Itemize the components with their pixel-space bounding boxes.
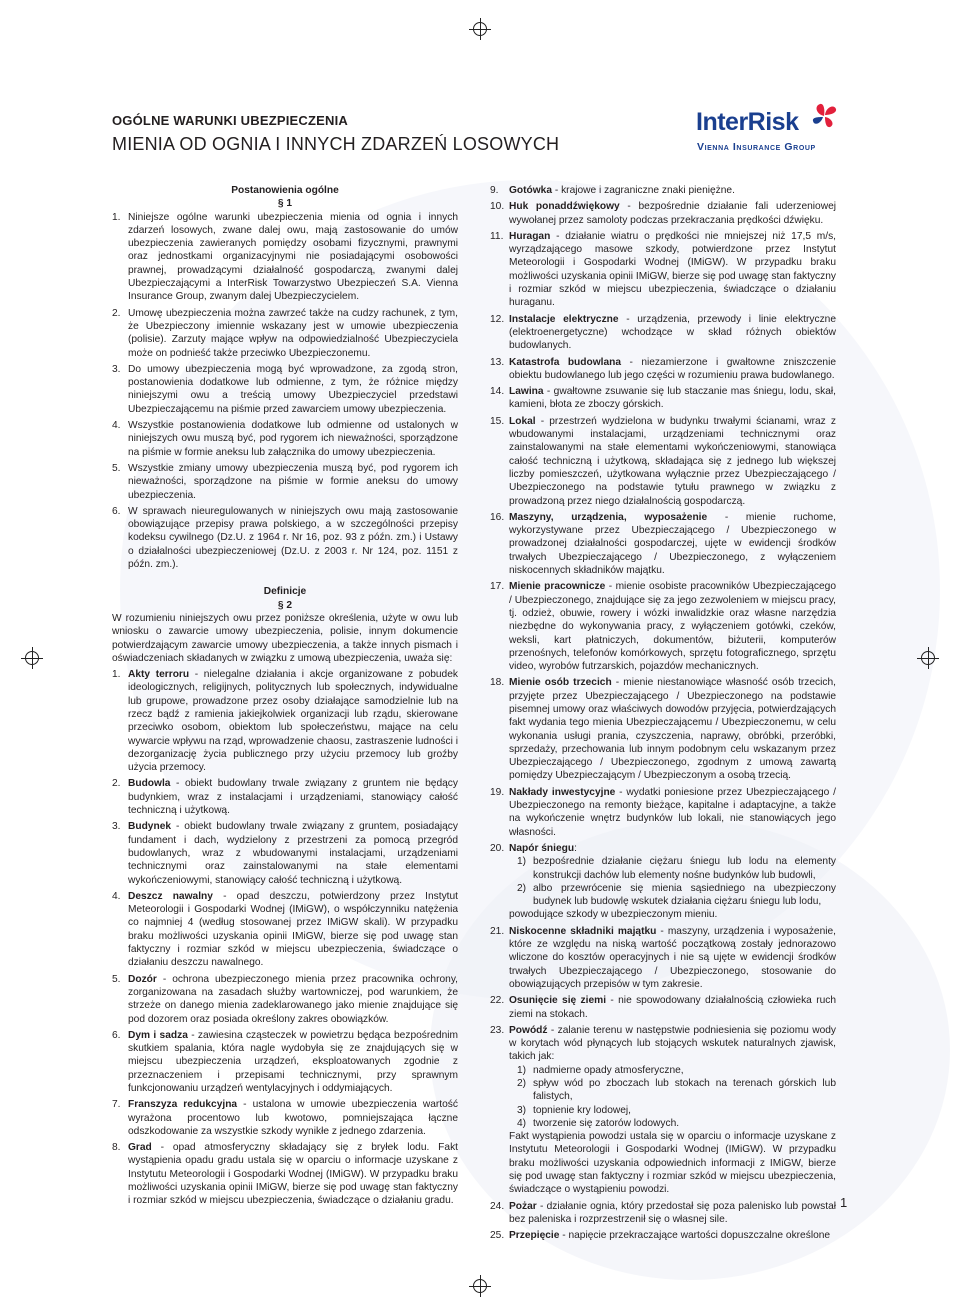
definition-text: - przestrzeń wydzielona w budynku trwałymi ścianami, wraz z wbudowanymi instalacjami, urządzeniami technicznymi oraz zainstalowanymi na stałe elementami wykończeniowymi, stanowiąca całość techniczną i użytkową, składająca się z jednego lub większej liczby pomieszczeń, użytkowana wyłącznie przez Ubezpieczającego / Ubezpieczonego na podstawie tytułu prawnego w związku z prowadzoną przez niego działalnością gospodarczą. xyxy=(509,415,836,507)
heading-definitions: Definicje xyxy=(263,586,307,598)
definition-text: - ustalona w umowie ubezpieczenia wartość wyrażona procentowo lub kwotowo, pomniejszająca łączne odszkodowanie za wszystkie szkody wynikłe z jednego zdarzenia. xyxy=(128,1099,458,1137)
item-number: 16. xyxy=(490,511,505,523)
item-number: 1. xyxy=(112,211,121,223)
definition-text: - mienie niestanowiące własność osób trzecich, przyjęte przez Ubezpieczającego / Ubezpieczonego na podstawie pisemnej umowy oraz właściwych dowodów przyjęcia, potwierdzających fakt wydania tego mienia Ubezpieczającemu / Ubezpieczonemu, w celu wykonania usługi prania, czyszczenia, naprawy, obróbki, przeróbki, sprzedaży, przechowania lub innym podobnym celu wskazanym przez Ubezpieczającego / Ubezpieczonego, zgodnym z umową zawartą pomiędzy Ubezpieczającym / Ubezpieczonym a osobą trzecią. xyxy=(509,677,836,782)
definition-text: - nie spowodowany działalnością człowieka ruch ziemi na stokach. xyxy=(509,995,837,1020)
definition-term: Dym i sadza xyxy=(128,1029,188,1041)
definition-text: - gwałtowne zsuwanie się lub staczanie mas śniegu, lodu, skał, kamieni, błota ze zboczy górskich. xyxy=(509,386,836,411)
sub-item xyxy=(509,855,836,882)
item-number: 15. xyxy=(490,415,505,427)
item-number: 22. xyxy=(490,995,505,1007)
document-supertitle: OGÓLNE WARUNKI UBEZPIECZENIA xyxy=(112,113,348,128)
item-number: 11. xyxy=(490,230,504,242)
definition-text: - bezpośrednie działanie fali uderzeniowej wywołanej przez samoloty podczas przekraczania prędkości dźwięku. xyxy=(509,201,836,226)
definition-term: Katastrofa budowlana xyxy=(509,356,622,368)
list-item xyxy=(490,786,836,839)
list-item xyxy=(112,419,458,459)
definition-term: Napór śniegu xyxy=(509,842,575,854)
definition-term: Powódź xyxy=(509,1024,548,1036)
sub-item-number: 2) xyxy=(517,1078,527,1089)
item-number: 17. xyxy=(490,581,505,593)
definition-text: - zawiesina cząsteczek w powietrzu będąca bezpośrednim skutkiem spalania, która nagle wydobyła się ze znajdujących się w miejscu ubezpieczenia urządzeń, eksploatowanych zgodnie z przeznaczeniem i przepisami technicznymi, przy sprawnym funkcjonowaniu urządzeń wentylacyjnych i oddymiających. xyxy=(128,1029,459,1094)
sub-item-text: topnienie kry lodowej, xyxy=(533,1104,631,1116)
sub-item-text: nadmierne opady atmosferyczne, xyxy=(533,1064,684,1076)
item-number: 8. xyxy=(112,1142,121,1154)
item-number: 6. xyxy=(112,505,121,517)
sub-item-text: spływ wód po zboczach lub stokach na terenach górskich lub falistych, xyxy=(533,1078,836,1103)
list-item xyxy=(112,1141,458,1207)
definition-term: Niskocenne składniki majątku xyxy=(509,925,657,937)
definition-term: Grad xyxy=(128,1142,152,1154)
definition-text: - mienie ruchome, wykorzystywane przez Ubezpieczającego / Ubezpieczonego w prowadzonej działalności gospodarczej, ujęte w ewidencji środków trwałych Ubezpieczającego / Ubezpieczonego, z wyłączeniem niskocennych składników majątku. xyxy=(509,511,836,577)
definition-text: - wydatki poniesione przez Ubezpieczającego / Ubezpieczonego na remonty bieżące, kapitalne i adaptacyjne, a także na wykończenie wnętrz budynków lub lokali, nie stanowiących jego własności. xyxy=(509,786,837,838)
logo-name: InterRisk xyxy=(696,108,799,136)
item-number: 3. xyxy=(112,363,121,375)
logo-flower-icon xyxy=(810,100,840,132)
list-item xyxy=(490,385,836,412)
interrisk-logo xyxy=(696,100,846,160)
definition-term: Gotówka xyxy=(509,185,553,196)
list-item xyxy=(112,1098,458,1138)
item-number: 21. xyxy=(490,925,505,937)
item-number: 2. xyxy=(112,307,121,319)
sub-item-text: tworzenie się zatorów lodowych. xyxy=(533,1117,680,1129)
item-number: 13. xyxy=(490,356,505,368)
list-item xyxy=(490,184,836,197)
sub-item xyxy=(509,1064,836,1077)
list-item xyxy=(490,1229,836,1242)
section-2: § 2 xyxy=(277,599,293,611)
registration-mark-left xyxy=(25,651,39,665)
definition-term: Akty terroru xyxy=(128,669,190,681)
item-number: 14. xyxy=(490,386,505,398)
item-number: 9. xyxy=(490,185,499,196)
definition-text: - ochrona ubezpieczonego mienia przez pracownika ochrony, zorganizowana na zasadach służby wartowniczej, pod warunkiem, że strzeże on danego mienia zadeklarowanego jako mienie znajdujące się pod dozorem oraz posiada określony zakres obowiązków. xyxy=(128,973,458,1025)
item-number: 6. xyxy=(112,1029,121,1041)
definition-term: Maszyny, urządzenia, wyposażenie xyxy=(509,511,708,523)
sub-item xyxy=(509,1077,836,1104)
item-number: 4. xyxy=(112,420,121,432)
definition-text: - obiekt budowlany trwale związany z gruntem, posiadający fundament i dach, wydzielony z przestrzeni za pomocą przegród budowlanych, wraz z wbudowanymi instalacjami, urządzeniami technicznymi oraz zainstalowanymi na stałe elementami wykończeniowymi, stanowiący całość techniczną i użytkową. xyxy=(128,821,458,886)
list-item xyxy=(112,211,458,304)
definition-text: : xyxy=(574,842,577,854)
sub-item-number: 2) xyxy=(517,882,527,894)
definition-term: Huk ponaddźwiękowy xyxy=(509,201,620,213)
definition-term: Nakłady inwestycyjne xyxy=(509,786,616,798)
list-item xyxy=(490,415,836,508)
document-title: MIENIA OD OGNIA I INNYCH ZDARZEŃ LOSOWYCH xyxy=(112,134,560,154)
list-item xyxy=(490,1200,836,1227)
left-column xyxy=(112,184,458,1211)
list-item xyxy=(490,676,836,782)
definition-term: Przepięcie xyxy=(509,1230,560,1242)
registration-mark-bottom xyxy=(473,1279,487,1293)
logo-subtitle: Vienna Insurance Group xyxy=(697,141,816,153)
definition-continuation: powodujące szkody w ubezpieczonym mieniu. xyxy=(509,909,718,921)
list-item xyxy=(490,511,836,577)
item-number: 18. xyxy=(490,677,505,689)
registration-mark-top xyxy=(473,22,487,36)
item-number: 25. xyxy=(490,1230,505,1242)
definition-term: Franszyza redukcyjna xyxy=(128,1099,238,1111)
list-item xyxy=(112,1029,458,1095)
list-item xyxy=(112,890,458,970)
item-number: 5. xyxy=(112,462,121,474)
item-text: Umowę ubezpieczenia można zawrzeć także na cudzy rachunek, z tym, że Ubezpieczony imiennie wskazany jest w umowie ubezpieczenia (polisie). Zarzuty mające wpływ na odpowiedzialność Ubezpieczyciela może on podnieść także przeciwko Ubezpieczonemu. xyxy=(128,307,458,359)
definition-term: Lokal xyxy=(509,415,536,427)
definition-text: - urządzenia, przewody i linie elektryczne (elektroenergetyczne) wchodzące w skład różnych obiektów budowlanych. xyxy=(509,313,836,352)
definition-text: - obiekt budowlany trwale związany z gruntem nie będący budynkiem, wraz z instalacjami i urządzeniami, stanowiący całość techniczną i użytkową. xyxy=(128,778,458,817)
definition-text: - napięcie przekraczające wartości dopuszczalne określone xyxy=(559,1230,831,1242)
definitions-intro: W rozumieniu niniejszych owu przez poniższe określenia, użyte w owu lub wniosku o zawarcie umowy ubezpieczenia, polisie, innym dokumencie potwierdzającym zawarcie umowy ubezpieczenia, a także innych pismach i oświadczeniach składanych w związku z umową ubezpieczenia, uważa się: xyxy=(112,612,458,664)
definition-text: - maszyny, urządzenia i wyposażenie, które ze względu na niską wartość początkową zostały jednorazowo wliczone do kosztów operacyjnych i nie są ujęte w ewidencji środków trwałych Ubezpieczającego / Ubezpieczonego, stosowanie do obowiązujących przepisów w tym zakresie. xyxy=(509,925,837,990)
item-number: 3. xyxy=(112,821,121,833)
list-item xyxy=(112,307,458,360)
definition-term: Osunięcie się ziemi xyxy=(509,995,607,1007)
definition-text: - działanie ognia, który przedostał się poza palenisko lub powstał bez paleniska i rozprzestrzenił się o własnej sile. xyxy=(509,1200,836,1225)
item-text: Niniejsze ogólne warunki ubezpieczenia mienia od ognia i innych zdarzeń losowych, zwane dalej owu, mają zastosowanie do umów ubezpieczenia zawieranych pomiędzy osobami fizycznymi, prawnymi oraz jednostkami organizacyjnymi nie posiadającymi osobowości prawnej, prowadzącymi działalność gospodarczą, zwanymi dalej Ubezpieczającymi a InterRisk Towarzystwo Ubezpieczeń S.A. Vienna Insurance Group, zwanym dalej Ubezpieczycielem. xyxy=(128,211,458,303)
item-text: Wszystkie zmiany umowy ubezpieczenia muszą być, pod rygorem ich nieważności, sporządzone na piśmie w formie aneksu do umowy ubezpieczenia. xyxy=(128,462,458,501)
item-number: 5. xyxy=(112,973,121,985)
definition-term: Budowla xyxy=(128,778,171,790)
item-number: 23. xyxy=(490,1024,505,1036)
right-column xyxy=(490,184,836,1246)
item-number: 12. xyxy=(490,313,505,325)
list-item xyxy=(490,842,836,922)
definition-term: Lawina xyxy=(509,386,544,398)
item-number: 24. xyxy=(490,1200,505,1212)
item-number: 4. xyxy=(112,890,121,902)
sub-item-text: bezpośrednie działanie ciężaru śniegu lub lodu na elementy konstrukcji dachów lub elementy nośne budynków lub budowli, xyxy=(533,856,836,881)
definition-text: - opad atmosferyczny składający się z bryłek lodu. Fakt wystąpienia opadu gradu ustala się w oparciu o informacje uzyskane z Instytutu Meteorologii i Gospodarki Wodnej (IMiGW). W przypadku braku możliwości uzyskania opinii IMiGW, bierze się pod uwagę stan faktyczny i rozmiar szkód w miejscu ubezpieczenia, świadczące o działaniu gradu. xyxy=(128,1142,458,1207)
definition-text: - mienie osobiste pracowników Ubezpieczającego / Ubezpieczonego, znajdujące się za jego zezwoleniem w miejscu pracy, tj. odzież, obuwie, rowery i wózki inwalidzkie oraz własne narzędzia niezbędne do wykonywania pracy, z wyłączeniem gotówki, czeków, weksli, kart płatniczych, dokumentów, biżuterii, komputerów przenośnych, telefonów komórkowych, sprzętu fotograficznego, sprzętu video, wyrobów futrzarskich, pojazdów mechanicznych. xyxy=(509,581,836,673)
heading-general-provisions: Postanowienia ogólne xyxy=(231,185,339,196)
definition-term: Pożar xyxy=(509,1200,537,1212)
item-number: 7. xyxy=(112,1099,121,1111)
definition-term: Dozór xyxy=(128,973,157,985)
definition-term: Mienie pracownicze xyxy=(509,581,606,593)
list-item xyxy=(112,462,458,502)
definition-continuation: Fakt wystąpienia powodzi ustala się w oparciu o informacje uzyskane z Instytutu Meteorologii i Gospodarki Wodnej (IMiGW). W przypadku braku możliwości uzyskania odpowiednich informacji z IMiGW, bierze się pod uwagę stan faktyczny i rozmiar szkód w miejscu ubezpieczenia, świadczące o wystąpieniu powodzi. xyxy=(509,1131,836,1196)
list-item xyxy=(490,994,836,1021)
sub-item xyxy=(509,882,836,909)
sub-item-text: albo przewrócenie się mienia sąsiedniego na ubezpieczony budynek lub budowlę wskutek działania ciężaru śniegu lub lodu, xyxy=(533,882,836,908)
item-text: Wszystkie postanowienia dodatkowe lub odmienne od ustalonych w niniejszych owu muszą być, pod rygorem ich nieważności, sporządzone na piśmie w formie aneksu lub załącznika do umowy ubezpieczenia. xyxy=(128,420,458,458)
list-item xyxy=(490,230,836,310)
definition-text: - zalanie terenu w następstwie podniesienia się poziomu wody w korytach wód płynących lub stojących wskutek naturalnych zjawisk, takich jak: xyxy=(509,1024,836,1063)
definition-text: - opad deszczu, potwierdzony przez Instytut Meteorologii i Gospodarki Wodnej (IMiGW), o współczynniku natężenia co najmniej 4 (według stosowanej przez IMiGW skali). W przypadku braku możliwości uzyskania opinii IMiGW, bierze się pod uwagę stan faktyczny i rozmiar szkód w miejscu ubezpieczenia, świadczące o działaniu deszczu nawalnego. xyxy=(128,890,458,969)
page-number: 1 xyxy=(840,1195,848,1210)
general-provisions-list xyxy=(112,211,458,572)
list-item xyxy=(112,363,458,416)
item-text: Do umowy ubezpieczenia mogą być wprowadzone, za zgodą stron, postanowienia dodatkowe lub odmienne, z tym, że różnice między niniejszymi owu a treścią umowy Ubezpieczyciel przedstawi Ubezpieczającemu na piśmie przed zawarciem umowy ubezpieczenia. xyxy=(128,363,458,415)
item-number: 2. xyxy=(112,778,121,790)
list-item xyxy=(490,313,836,353)
sub-item xyxy=(509,1104,836,1117)
list-item xyxy=(490,356,836,383)
list-item xyxy=(490,200,836,227)
definition-text: - niezamierzone i gwałtowne zniszczenie obiektu budowlanego lub jego części w rozumieniu prawa budowlanego. xyxy=(509,356,837,381)
definition-term: Budynek xyxy=(128,821,172,833)
definition-term: Deszcz nawalny xyxy=(128,890,213,902)
definition-term: Mienie osób trzecich xyxy=(509,677,612,689)
list-item xyxy=(112,973,458,1026)
list-item xyxy=(112,668,458,774)
item-number: 1. xyxy=(112,669,121,681)
list-item xyxy=(112,505,458,571)
list-item xyxy=(112,820,458,886)
list-item xyxy=(490,580,836,673)
definition-term: Instalacje elektryczne xyxy=(509,313,619,325)
definition-text: - krajowe i zagraniczne znaki pieniężne. xyxy=(552,185,735,196)
sub-item-number: 4) xyxy=(517,1117,527,1129)
item-number: 19. xyxy=(490,786,505,798)
item-number: 20. xyxy=(490,842,505,854)
definition-term: Huragan xyxy=(509,230,551,242)
registration-mark-right xyxy=(921,651,935,665)
definitions-list-left xyxy=(112,668,458,1208)
list-item xyxy=(490,1024,836,1197)
definition-text: - nielegalne działania i akcje organizowane z pobudek ideologicznych, religijnych, politycznych lub społecznych, indywidualne lub grupowe, prowadzone przez osoby działające samodzielnie lub na rzecz bądź z ramienia jakiejkolwiek organizacji lub rządu, skierowane przeciwko osobom, obiektom lub społeczeństwu, mające na celu wywarcie wpływu na rząd, wprowadzenie chaosu, zastraszenie ludności i dezorganizację życia publicznego przy użyciu przemocy lub groźby użycia przemocy. xyxy=(128,669,458,774)
sub-item-number: 3) xyxy=(517,1104,527,1116)
sub-item-number: 1) xyxy=(517,856,527,868)
sub-item xyxy=(509,1117,836,1130)
item-text: W sprawach nieuregulowanych w niniejszych owu mają zastosowanie obowiązujące przepisy prawa polskiego, a w szczególności przepisy kodeksu cywilnego (Dz.U. z 1964 r. Nr 16, poz. 93 z późn. zm.) i Ustawy o działalności ubezpieczeniowej (Dz.U. z 2003 r. Nr 124, poz. 1151 z późn. zm.). xyxy=(128,505,458,571)
list-item xyxy=(112,777,458,817)
definition-text: - działanie wiatru o prędkości nie mniejszej niż 17,5 m/s, wyrządzającego masowe szkody, potwierdzone przez Instytut Meteorologii i Gospodarki Wodnej (IMiGW). W przypadku braku możliwości uzyskania opinii IMiGW, bierze się pod uwagę stan faktyczny i rozmiar szkód w miejscu ubezpieczenia, świadczące o działaniu huraganu. xyxy=(509,230,836,309)
list-item xyxy=(490,925,836,991)
sub-item-number: 1) xyxy=(517,1064,527,1076)
item-number: 10. xyxy=(490,201,505,213)
section-1: § 1 xyxy=(277,198,293,210)
